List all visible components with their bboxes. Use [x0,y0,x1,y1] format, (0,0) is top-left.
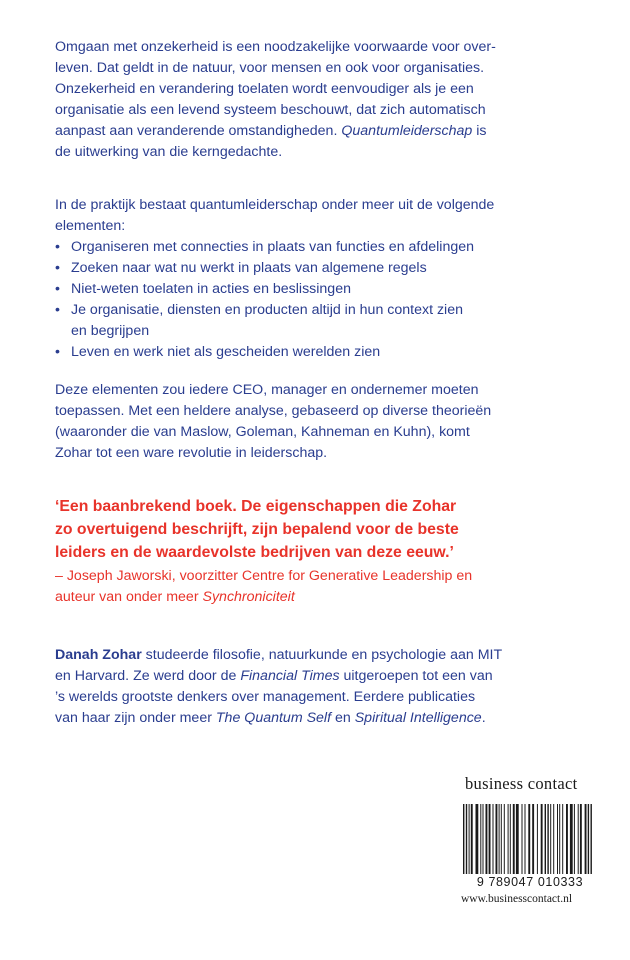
barcode-bar [510,804,511,874]
elements-bullet-list [55,237,575,363]
barcode-bar [499,804,500,874]
barcode-bar [489,804,491,874]
elements-line: Zohar tot een ware revolutie in leiderschap. [55,445,328,461]
isbn-number: 9 789047 010333 [463,874,597,890]
barcode-bar [570,804,573,874]
bio-text: en Harvard. Ze werd door de [55,668,237,684]
author-bio [55,645,575,729]
barcode-bar [471,804,473,874]
attribution-line [55,587,585,608]
bullet-text: Je organisatie, diensten en producten altijd in hun context zien [71,302,463,318]
quote-line: ‘Een baanbrekend boek. De eigenschappen die Zohar [55,498,457,515]
barcode-bar [566,804,568,874]
bio-text: en [334,710,351,726]
barcode-bar [562,804,563,874]
endorsement-quote [55,495,585,564]
quote-line: leiders en de waardevolste bedrijven van deze eeuw.’ [55,544,454,561]
bullet-item [55,300,575,342]
elements-line: (waaronder die van Maslow, Goleman, Kahneman en Kuhn), komt [55,424,470,440]
bullet-item [55,279,575,300]
publisher-logo: business contact [465,774,578,793]
bullet-icon: • [55,344,60,360]
elements-line: toepassen. Met een heldere analyse, gebaseerd op diverse theorieën [55,403,492,419]
intro-line: leven. Dat geldt in de natuur, voor mensen en ook voor organisaties. [55,60,485,76]
author-name: Danah Zohar [55,647,142,663]
bullet-text: Leven en werk niet als gescheiden werelden zien [71,344,381,360]
barcode-bar [537,804,538,874]
elements-line: Deze elementen zou iedere CEO, manager en ondernemer moeten [55,382,479,398]
intro-text: aanpast aan veranderende omstandigheden. [55,123,338,139]
bullet-icon: • [55,281,60,297]
barcode-bar [480,804,481,874]
barcode-bar [532,804,534,874]
bullet-icon: • [55,302,60,318]
book-title-italic: Quantumleiderschap [341,123,473,139]
bullet-item [55,258,575,279]
practice-line: elementen: [55,218,126,234]
bio-text: studeerde filosofie, natuurkunde en psychologie aan MIT [145,647,503,663]
quote-line: zo overtuigend beschrijft, zijn bepalend voor de beste [55,521,459,538]
barcode-bar [553,804,554,874]
barcode-bar [522,804,523,874]
barcode-bar [585,804,587,874]
barcode-bar [508,804,509,874]
bullet-text: Organiseren met connecties in plaats van functies en afdelingen [71,239,475,255]
intro-line [55,121,575,142]
barcode-bar [559,804,560,874]
practice-paragraph [55,195,575,237]
book-title-2: Spiritual Intelligence [354,710,482,726]
barcode-bar [580,804,582,874]
bullet-text: Zoeken naar wat nu werkt in plaats van algemene regels [71,260,427,276]
bullet-text-continued: en begrijpen [71,323,150,339]
barcode-bar [550,804,551,874]
bio-line [55,708,575,729]
barcode-bar [493,804,494,874]
barcode-bar [476,804,479,874]
bio-text: van haar zijn onder meer [55,710,212,726]
quote-attribution [55,566,585,608]
bio-period: . [481,710,486,726]
practice-line: In de praktijk bestaat quantumleiderschap onder meer uit de volgende [55,197,495,213]
barcode-bar [578,804,579,874]
barcode-bar [496,804,498,874]
bullet-icon: • [55,260,60,276]
book-title-1: The Quantum Self [215,710,332,726]
intro-line: organisatie als een levend systeem beschouwt, dat zich automatisch [55,102,486,118]
barcode-bar [504,804,505,874]
barcode-bar [557,804,558,874]
barcode-bar [574,804,575,874]
barcode-bar [516,804,519,874]
barcode-bar [513,804,515,874]
barcode-bar [501,804,502,874]
attribution-line: – Joseph Jaworski, voorzitter Centre for Generative Leadership en [55,568,473,584]
bullet-item [55,237,575,258]
barcode-bar [525,804,526,874]
bullet-icon: • [55,239,60,255]
intro-line: Onzekerheid en verandering toelaten wordt eenvoudiger als je een [55,81,474,97]
bio-text: uitgeroepen tot een van [343,668,493,684]
barcode-bar [486,804,488,874]
intro-text: is [476,123,487,139]
barcode-bar [528,804,530,874]
intro-paragraph [55,37,575,163]
bullet-item [55,342,575,363]
intro-line: Omgaan met onzekerheid is een noodzakelijke voorwaarde voor over- [55,39,496,55]
newspaper-title: Financial Times [240,668,340,684]
intro-line: de uitwerking van die kerngedachte. [55,144,283,160]
publisher-website: www.businesscontact.nl [461,893,573,905]
barcode-bar [483,804,484,874]
bio-line: ’s werelds grootste denkers over management. Eerdere publicaties [55,689,476,705]
bio-line [55,645,575,666]
attribution-text: auteur van onder meer [55,589,199,605]
barcode-bar [469,804,470,874]
elements-paragraph [55,380,575,464]
bio-line [55,666,575,687]
attribution-book-title: Synchroniciteit [202,589,295,605]
barcode-bar [541,804,543,874]
bullet-text: Niet-weten toelaten in acties en beslissingen [71,281,351,297]
